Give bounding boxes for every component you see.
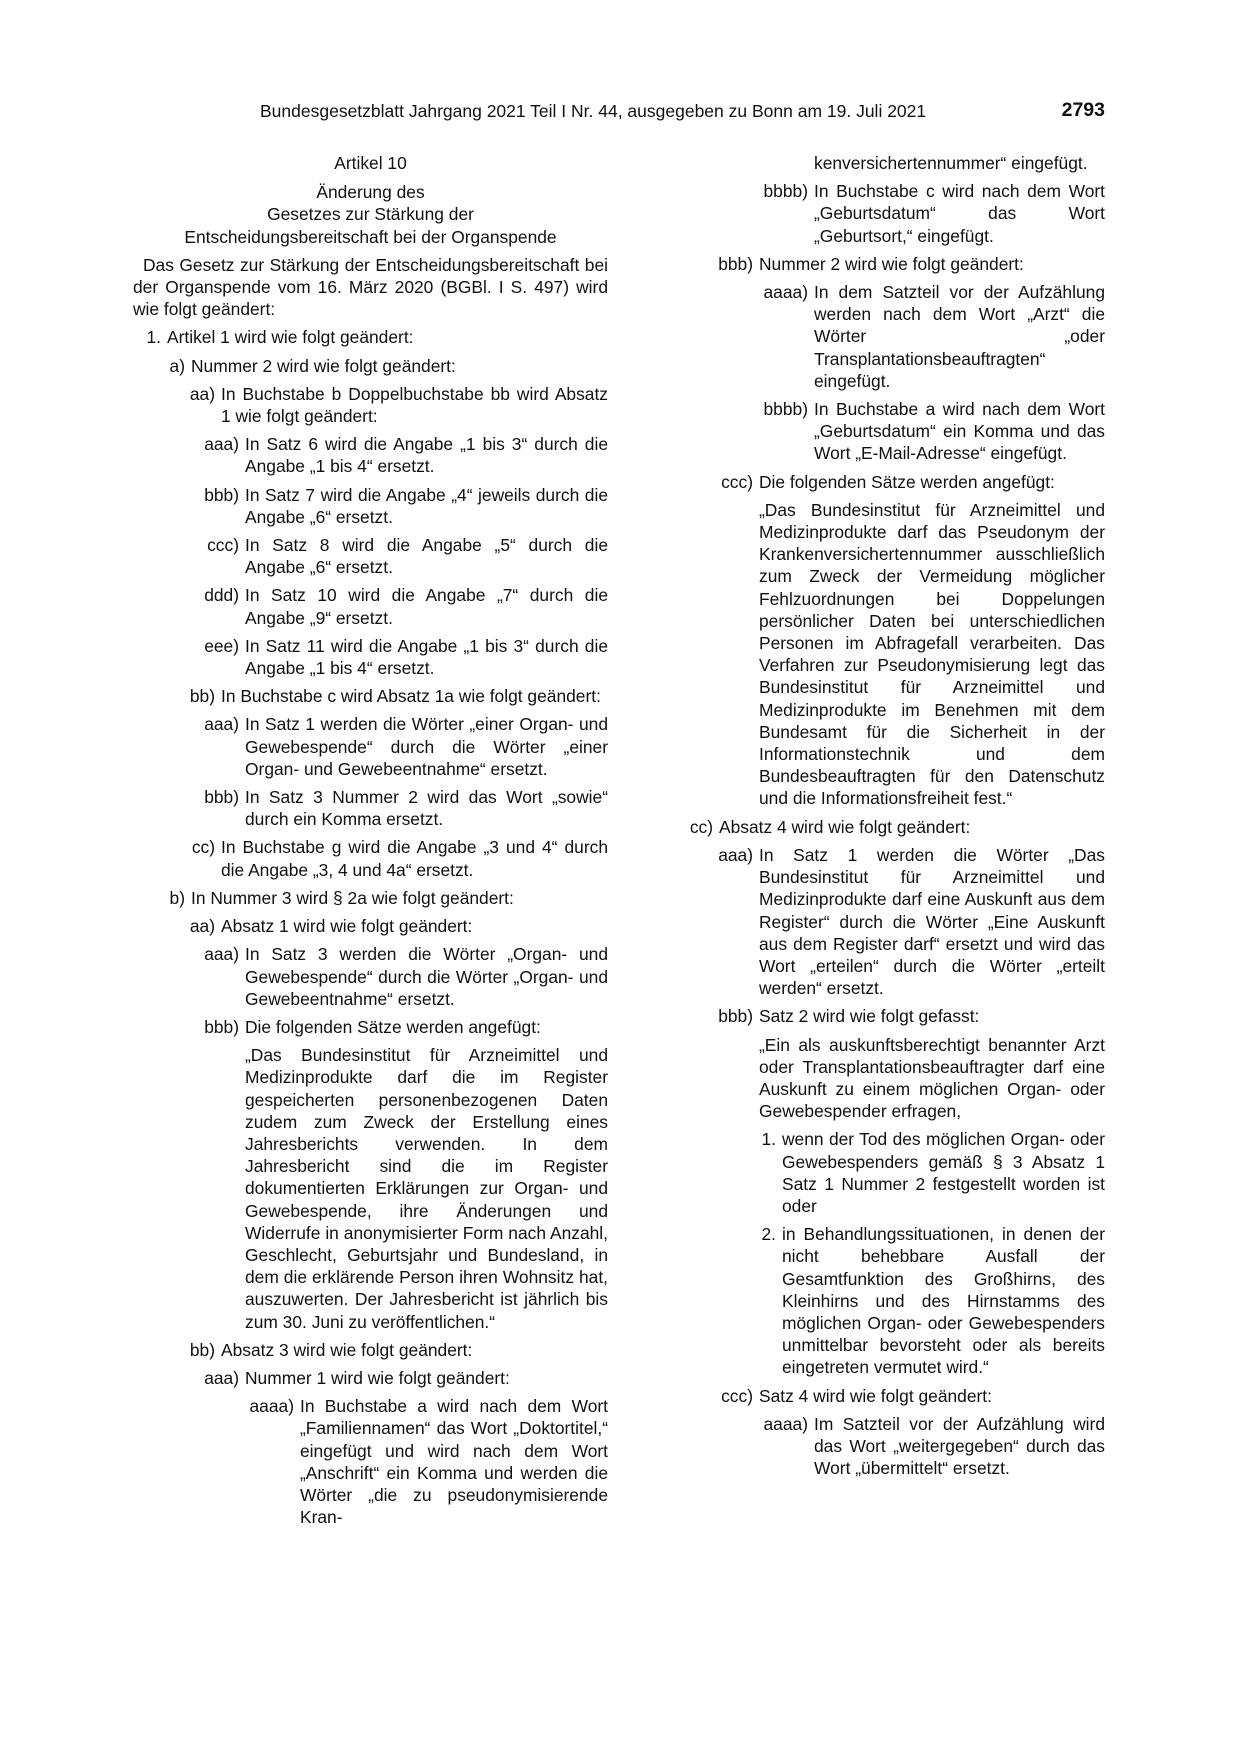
list-item — [199, 433, 608, 477]
item-text: In Satz 11 wird die Angabe „1 bis 3“ durch die Angabe „1 bis 4“ ersetzt. — [245, 635, 608, 679]
quoted-text: „Das Bundesinstitut für Arzneimittel und Medizinprodukte darf die im Register gespeicherten personenbezogenen Daten zudem zum Zweck der Erstellung eines Jahresberichts verwenden. In dem Jahresbericht sind die im Register dokumentierten Erklärungen zur Organ- und Gewebespende, ihre Änderungen und Widerrufe in anonymisierter Form nach Anzahl, Geschlecht, Geburtsjahr und Bundesland, in dem die erklärende Person ihren Wohnsitz hat, auszuwerten. Der Jahresbericht ist jährlich bis zum 30. Juni zu veröffentlichen.“ — [245, 1045, 608, 1332]
item-text: wenn der Tod des möglichen Organ- oder Gewebespenders gemäß § 3 Absatz 1 Satz 1 Nummer 2 festgestellt worden ist oder — [782, 1129, 1105, 1216]
item-text: In Satz 10 wird die Angabe „7“ durch die Angabe „9“ ersetzt. — [245, 585, 608, 628]
item-text: Satz 4 wird wie folgt geändert: — [759, 1385, 992, 1406]
list-item — [677, 1128, 1105, 1217]
list-item — [677, 816, 1105, 838]
list-item — [677, 471, 1105, 493]
item-label: aaa) — [718, 844, 753, 865]
item-text: Nummer 2 wird wie folgt geändert: — [759, 253, 1024, 274]
left-column — [133, 152, 608, 1534]
list-item — [677, 253, 1105, 275]
item-label: ccc) — [721, 471, 753, 492]
quoted-text: „Das Bundesinstitut für Arzneimittel und Medizinprodukte darf das Pseudonym der Krankenversichertennummer ausschließlich zum Zweck der Vermeidung möglicher Fehlzuordnungen bei Doppelungen persönlicher Daten bei unterschiedlichen Personen im Abfragefall verarbeiten. Das Verfahren zur Pseudonymisierung legt das Bundesinstitut für Arzneimittel und Medizinprodukte im Benehmen mit dem Bundesamt für die Sicherheit in der Informationstechnik und dem Bundesbeauftragten für den Datenschutz und die Informationsfreiheit fest.“ — [759, 499, 1105, 809]
continued-text: kenversichertennummer“ eingefügt. — [814, 153, 1088, 173]
item-text: Absatz 1 wird wie folgt geändert: — [221, 916, 473, 937]
item-text: In Buchstabe a wird nach dem Wort „Familiennamen“ das Wort „Doktortitel,“ eingefügt und wird nach dem Wort „Anschrift“ ein Komma und werden die Wörter „die zu pseudonymisierende Kran- — [300, 1396, 608, 1528]
item-text: Satz 2 wird wie folgt gefasst: — [759, 1006, 980, 1027]
list-item — [677, 1223, 1105, 1378]
quoted-text: „Ein als auskunftsberechtigt benannter Arzt oder Transplantationsbeauftragter darf eine Auskunft zu einem möglichen Organ- oder Gewebespender erfragen, — [759, 1034, 1105, 1122]
item-label: aaa) — [204, 434, 239, 455]
item-text: In Buchstabe b Doppelbuchstabe bb wird Absatz 1 wie folgt geändert: — [221, 383, 608, 427]
item-label: aaa) — [204, 1367, 239, 1388]
item-label: a) — [169, 355, 185, 376]
item-label: aa) — [189, 916, 215, 937]
item-text: In Buchstabe a wird nach dem Wort „Geburtsdatum“ ein Komma und das Wort „E-Mail-Adresse“ eingefügt. — [814, 399, 1105, 464]
item-text: Absatz 3 wird wie folgt geändert: — [221, 1339, 473, 1360]
list-item — [199, 1367, 608, 1389]
list-item — [167, 383, 608, 427]
item-label: cc) — [191, 837, 215, 858]
list-item — [133, 326, 608, 348]
article-heading-line-3: Entscheidungsbereitschaft bei der Organspende — [184, 226, 557, 247]
item-label: bbbb) — [763, 181, 808, 202]
list-item — [199, 786, 608, 830]
item-text: In Satz 1 werden die Wörter „Das Bundesinstitut für Arzneimittel und Medizinprodukte darf eine Auskunft aus dem Register“ durch die Wörter „Eine Auskunft aus dem Register darf“ ersetzt und wird das Wort „erteilen“ durch die Wörter „erteilt werden“ ersetzt. — [759, 844, 1105, 999]
item-label: cc) — [689, 816, 713, 837]
item-label: ccc) — [721, 1385, 753, 1406]
list-item — [199, 584, 608, 628]
list-item — [199, 1016, 608, 1038]
item-text: Im Satzteil vor der Aufzählung wird das Wort „weitergegeben“ durch das Wort „übermittelt“ ersetzt. — [814, 1413, 1105, 1479]
list-item — [677, 281, 1105, 392]
item-text: Die folgenden Sätze werden angefügt: — [245, 1016, 541, 1037]
item-text: In Nummer 3 wird § 2a wie folgt geändert: — [191, 887, 514, 908]
list-item — [199, 484, 608, 528]
item-label: bb) — [189, 1339, 215, 1360]
item-text: In Buchstabe c wird nach dem Wort „Geburtsdatum“ das Wort „Geburtsort,“ eingefügt. — [814, 181, 1105, 246]
list-item — [167, 1339, 608, 1361]
item-text: In Satz 1 werden die Wörter „einer Organ- und Gewebespende“ durch die Wörter „einer Organ- und Gewebeentnahme“ ersetzt. — [245, 714, 608, 779]
list-item — [199, 1395, 608, 1528]
item-label: aa) — [189, 383, 215, 404]
list-item — [167, 836, 608, 880]
item-label: bbb) — [204, 787, 239, 808]
item-label: aaaa) — [249, 1396, 294, 1417]
item-label: ccc) — [207, 535, 239, 556]
item-text: Nummer 2 wird wie folgt geändert: — [191, 355, 456, 376]
list-item — [677, 180, 1105, 247]
item-label: bbb) — [718, 253, 753, 274]
item-text: Nummer 1 wird wie folgt geändert: — [245, 1367, 510, 1388]
list-item — [167, 915, 608, 937]
list-item — [199, 534, 608, 578]
item-label: aaa) — [204, 944, 239, 965]
item-label: bb) — [189, 686, 215, 707]
item-label: bbb) — [204, 1016, 239, 1037]
item-text: Artikel 1 wird wie folgt geändert: — [167, 327, 414, 348]
item-label: b) — [169, 887, 185, 908]
item-text: In Satz 3 Nummer 2 wird das Wort „sowie“ durch ein Komma ersetzt. — [245, 787, 608, 830]
intro-paragraph: Das Gesetz zur Stärkung der Entscheidungsbereitschaft bei der Organspende vom 16. März 2020 (BGBl. I S. 497) wird wie folgt geändert: — [133, 254, 608, 320]
item-text: In dem Satzteil vor der Aufzählung werden nach dem Wort „Arzt“ die Wörter „oder Transplantationsbeauftragten“ eingefügt. — [814, 282, 1105, 391]
running-header: Bundesgesetzblatt Jahrgang 2021 Teil I Nr. 44, ausgegeben zu Bonn am 19. Juli 2021 — [260, 101, 927, 121]
list-item — [677, 1413, 1105, 1480]
item-text: in Behandlungssituationen, in denen der nicht behebbare Ausfall der Gesamtfunktion des Großhirns, des Kleinhirns und des Hirnstamms des möglichen Organ- oder Gewebespenders unmittelbar bevorsteht oder als bereits eingetreten vermutet wird.“ — [782, 1224, 1105, 1378]
item-text: In Buchstabe g wird die Angabe „3 und 4“ durch die Angabe „3, 4 und 4a“ ersetzt. — [221, 837, 608, 880]
item-text: Die folgenden Sätze werden angefügt: — [759, 471, 1055, 492]
list-item — [677, 1385, 1105, 1407]
page-header — [260, 101, 1105, 125]
item-label: bbb) — [718, 1006, 753, 1027]
item-label: eee) — [204, 635, 239, 656]
list-item — [145, 887, 608, 909]
item-label: bbb) — [204, 484, 239, 505]
list-item — [145, 355, 608, 377]
item-label: 2. — [761, 1224, 776, 1245]
article-heading-line-2: Gesetzes zur Stärkung der — [267, 204, 474, 225]
right-column — [677, 152, 1105, 1485]
item-label: ddd) — [204, 585, 239, 606]
item-label: aaa) — [204, 714, 239, 735]
list-item — [677, 844, 1105, 999]
item-text: In Satz 3 werden die Wörter „Organ- und Gewebespende“ durch die Wörter „Organ- und Gewebeentnahme“ ersetzt. — [245, 944, 608, 1009]
list-item — [677, 398, 1105, 465]
list-item — [199, 713, 608, 780]
item-label: aaaa) — [763, 1413, 808, 1434]
item-text: In Satz 8 wird die Angabe „5“ durch die Angabe „6“ ersetzt. — [245, 535, 608, 578]
item-label: aaaa) — [763, 282, 808, 303]
item-text: In Satz 6 wird die Angabe „1 bis 3“ durch die Angabe „1 bis 4“ ersetzt. — [245, 434, 608, 477]
item-label: bbbb) — [763, 399, 808, 420]
list-item — [199, 943, 608, 1010]
item-label: 1. — [146, 327, 161, 348]
item-text: In Buchstabe c wird Absatz 1a wie folgt geändert: — [221, 686, 601, 707]
list-item — [677, 1005, 1105, 1027]
item-label: 1. — [761, 1129, 776, 1150]
item-text: In Satz 7 wird die Angabe „4“ jeweils durch die Angabe „6“ ersetzt. — [245, 484, 608, 527]
article-number: Artikel 10 — [334, 153, 407, 173]
list-item — [167, 685, 608, 707]
page-number: 2793 — [1061, 99, 1105, 121]
item-text: Absatz 4 wird wie folgt geändert: — [719, 816, 971, 837]
article-heading-line-1: Änderung des — [316, 182, 425, 203]
list-item — [199, 635, 608, 679]
